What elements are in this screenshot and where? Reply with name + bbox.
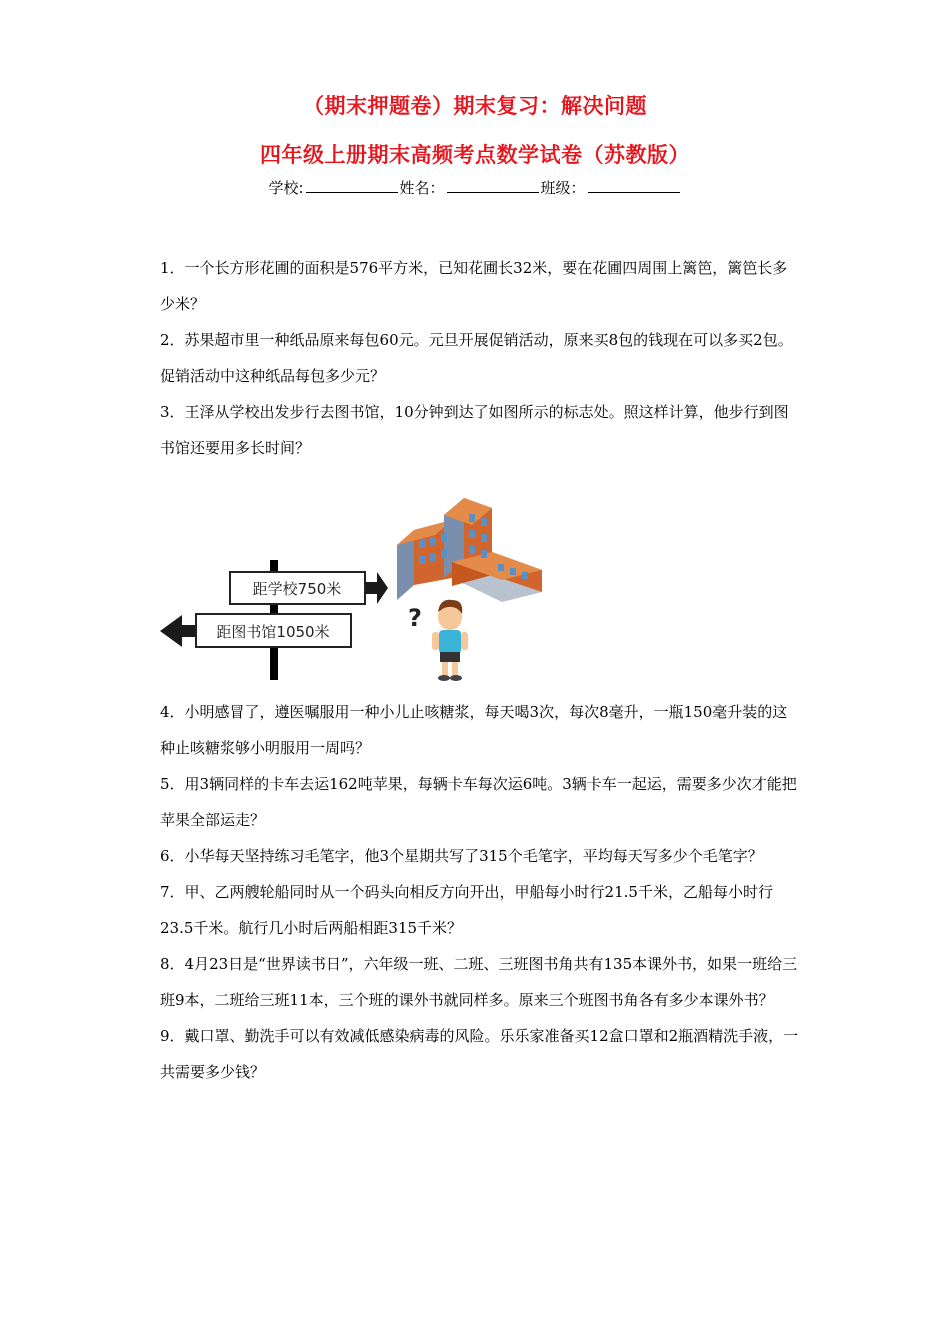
class-blank[interactable] bbox=[588, 178, 680, 193]
question-item: 9．戴口罩、勤洗手可以有效减低感染病毒的风险。乐乐家准备买12盒口罩和2瓶酒精洗手液，一共需要多少钱？ bbox=[160, 1027, 799, 1081]
question-list-part2 bbox=[160, 694, 800, 1090]
question-item: 5．用3辆同样的卡车去运162吨苹果，每辆卡车每次运6吨。3辆卡车一起运，需要多少次才能把苹果全部运走？ bbox=[160, 775, 797, 829]
school-blank[interactable] bbox=[306, 178, 398, 193]
exam-title-line1: （期末押题卷）期末复习：解决问题 bbox=[303, 93, 647, 118]
library-building-icon bbox=[397, 498, 542, 602]
name-label: 姓名： bbox=[399, 179, 445, 197]
question-item: 6．小华每天坚持练习毛笔字，他3个星期共写了315个毛笔字，平均每天写多少个毛笔字？ bbox=[160, 847, 763, 865]
question-list-part1 bbox=[160, 250, 800, 466]
school-label: 学校: bbox=[268, 179, 304, 197]
sign-school-text: 距学校750米 bbox=[252, 580, 342, 598]
question-3-figure bbox=[152, 490, 562, 685]
question-item: 8．4月23日是“世界读书日”，六年级一班、二班、三班图书角共有135本课外书，如果一班给三班9本，二班给三班11本，三个班的课外书就同样多。原来三个班图书角各有多少本课外书？ bbox=[160, 955, 798, 1009]
question-item: 7．甲、乙两艘轮船同时从一个码头向相反方向开出，甲船每小时行21.5千米，乙船每小时行23.5千米。航行几小时后两船相距315千米？ bbox=[160, 883, 773, 937]
question-item: 3．王泽从学校出发步行去图书馆，10分钟到达了如图所示的标志处。照这样计算，他步行到图书馆还要用多长时间？ bbox=[160, 403, 789, 457]
question-item: 4．小明感冒了，遵医嘱服用一种小儿止咳糖浆，每天喝3次，每次8毫升，一瓶150毫升装的这种止咳糖浆够小明服用一周吗？ bbox=[160, 703, 788, 757]
question-mark-text: ? bbox=[408, 604, 422, 632]
exam-title-line2: 四年级上册期末高频考点数学试卷（苏教版） bbox=[260, 142, 690, 167]
signpost-illustration bbox=[152, 490, 562, 685]
boy-icon bbox=[432, 600, 468, 681]
question-item: 1．一个长方形花圃的面积是576平方米，已知花圃长32米，要在花圃四周围上篱笆，篱笆长多少米？ bbox=[160, 259, 788, 313]
sign-library-text: 距图书馆1050米 bbox=[216, 623, 330, 641]
question-item: 2．苏果超市里一种纸品原来每包60元。元旦开展促销活动，原来买8包的钱现在可以多买2包。促销活动中这种纸品每包多少元？ bbox=[160, 331, 793, 385]
student-info-line bbox=[0, 177, 950, 198]
name-blank[interactable] bbox=[447, 178, 539, 193]
class-label: 班级： bbox=[540, 179, 586, 197]
